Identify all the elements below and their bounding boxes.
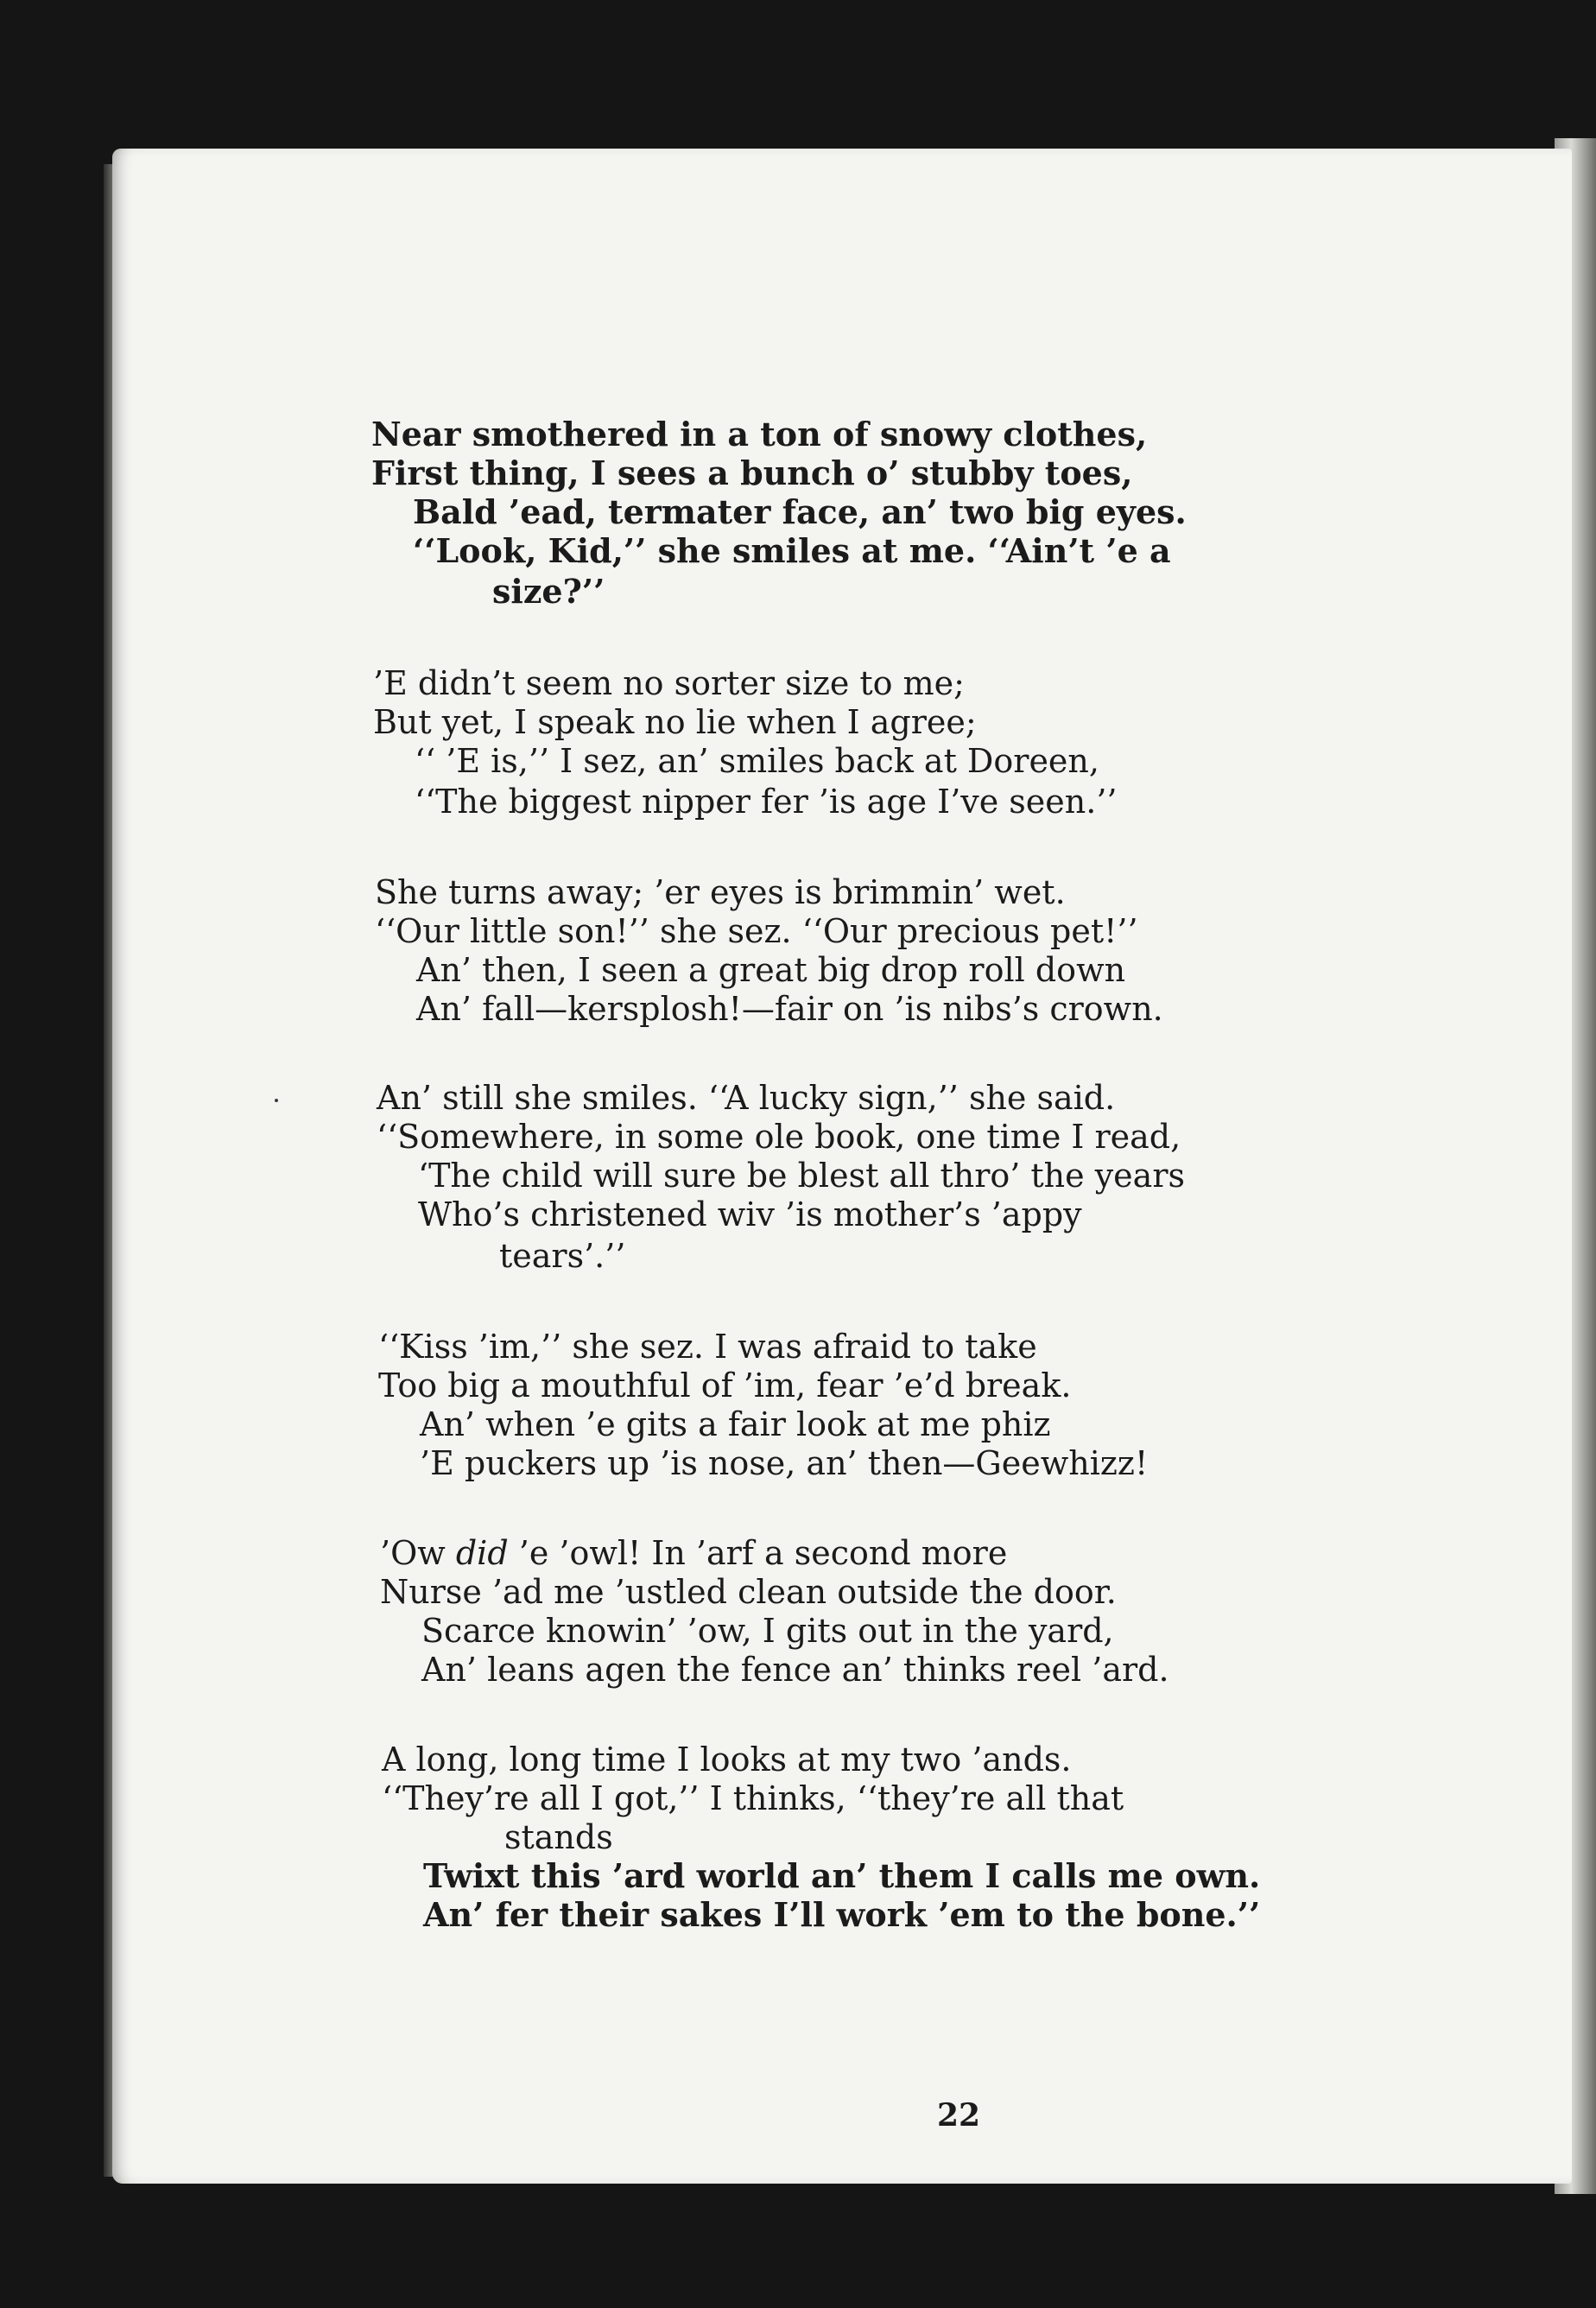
stanza-2-line-1: ’E didn’t seem no sorter size to me;: [373, 664, 965, 702]
book-page: [112, 149, 1572, 2184]
stanza-1-line-4: ‘‘Look, Kid,’’ she smiles at me. ‘‘Ain’t ’e a: [413, 531, 1171, 570]
stanza-5-line-2: Too big a mouthful of ’im, fear ’e’d break.: [378, 1366, 1072, 1404]
stanza-1-line-1: Near smothered in a ton of snowy clothes,: [371, 415, 1148, 453]
stanza-4-line-4: Who’s christened wiv ’is mother’s ’appy: [418, 1195, 1082, 1233]
stanza-7-line-4: Twixt this ’ard world an’ them I calls me own.: [423, 1856, 1261, 1895]
stanza-3-line-2: ‘‘Our little son!’’ she sez. ‘‘Our precious pet!’’: [375, 912, 1138, 950]
stanza-2-line-2: But yet, I speak no lie when I agree;: [373, 703, 977, 741]
stanza-7-line-5: An’ fer their sakes I’ll work ’em to the bone.’’: [423, 1895, 1261, 1934]
stanza-4-line-2: ‘‘Somewhere, in some ole book, one time I read,: [377, 1118, 1181, 1156]
stanza-7-line-2: ‘‘They’re all I got,’’ I thinks, ‘‘they’re all that: [382, 1779, 1124, 1817]
stanza-5-line-3: An’ when ’e gits a fair look at me phiz: [420, 1405, 1051, 1443]
stanza-3-line-1: She turns away; ’er eyes is brimmin’ wet.: [375, 873, 1066, 911]
stanza-6-line-4: An’ leans agen the fence an’ thinks reel ’ard.: [421, 1651, 1169, 1689]
stanza-1-line-5: size?’’: [492, 572, 605, 611]
stanza-1-line-2: First thing, I sees a bunch o’ stubby toes,: [371, 453, 1133, 492]
stanza-5-line-1: ‘‘Kiss ’im,’’ she sez. I was afraid to take: [378, 1328, 1037, 1366]
stanza-6-line-1-end: ’e ’owl! In ’arf a second more: [508, 1534, 1008, 1572]
stanza-2-line-4: ‘‘The biggest nipper fer ’is age I’ve seen.’’: [415, 783, 1118, 821]
scan-speck: [275, 1099, 278, 1102]
stanza-6-line-3: Scarce knowin’ ’ow, I gits out in the yard,: [421, 1612, 1114, 1650]
stanza-7-line-1: A long, long time I looks at my two ’ands.: [382, 1741, 1072, 1779]
stanza-3-line-3: An’ then, I seen a great big drop roll down: [416, 951, 1126, 989]
stanza-5-line-4: ’E puckers up ’is nose, an’ then—Geewhizz!: [420, 1444, 1149, 1482]
page-number: 22: [937, 2097, 981, 2134]
stanza-6-line-1-start: ’Ow: [380, 1534, 456, 1572]
stanza-3-line-4: An’ fall—kersplosh!—fair on ’is nibs’s crown.: [416, 990, 1163, 1028]
stanza-7-line-3: stands: [504, 1818, 613, 1856]
stanza-6-line-1: [380, 1534, 1008, 1572]
stanza-1-line-3: Bald ’ead, termater face, an’ two big eyes.: [413, 492, 1187, 531]
stanza-4-line-5: tears’.’’: [499, 1237, 626, 1275]
stanza-6-line-2: Nurse ’ad me ’ustled clean outside the door.: [380, 1573, 1117, 1611]
stanza-4-line-1: An’ still she smiles. ‘‘A lucky sign,’’ she said.: [377, 1079, 1116, 1117]
stanza-4-line-3: ‘The child will sure be blest all thro’ the years: [418, 1157, 1185, 1195]
stanza-6-line-1-italic: did: [455, 1534, 509, 1572]
stanza-2-line-3: ‘‘ ’E is,’’ I sez, an’ smiles back at Doreen,: [415, 742, 1099, 780]
